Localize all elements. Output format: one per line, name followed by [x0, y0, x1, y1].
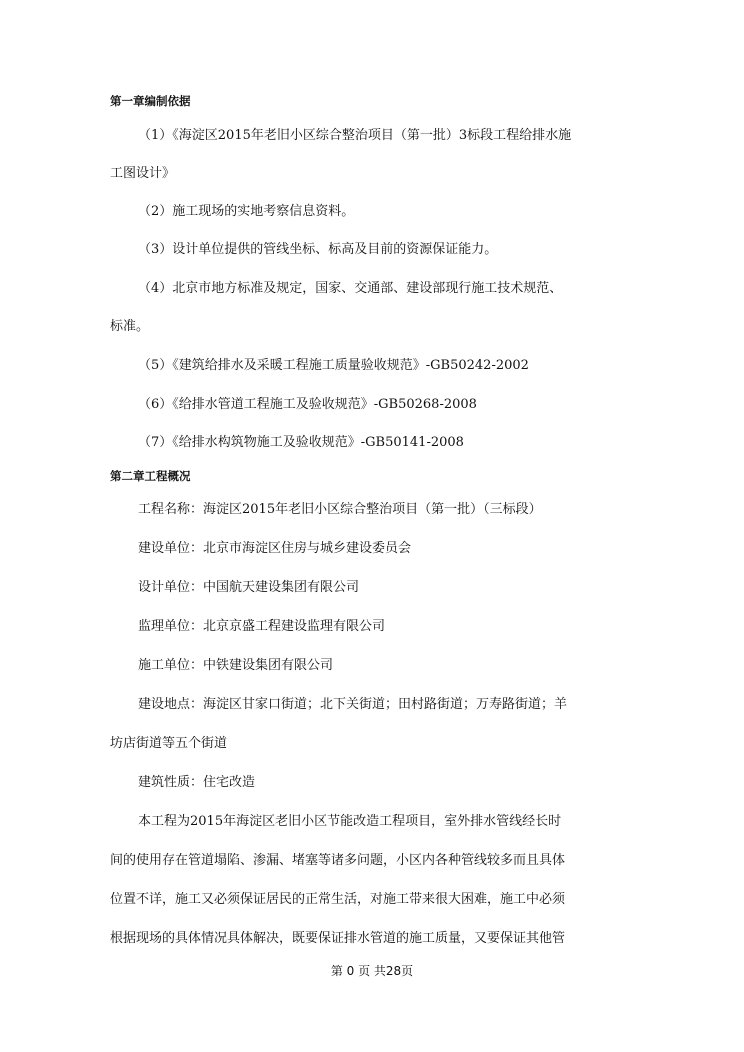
chapter2-title: 第二章工程概况	[110, 469, 191, 483]
chapter1-item-5: （5）《建筑给排水及采暖工程施工质量验收规范》-GB50242-2002	[138, 358, 529, 373]
builder-unit: 施工单位：中铁建设集团有限公司	[138, 658, 334, 673]
construction-location-cont: 坊店街道等五个街道	[110, 736, 228, 751]
chapter1-item-7: （7）《给排水构筑物施工及验收规范》-GB50141-2008	[138, 435, 464, 450]
chapter1-item-4-cont: 标准。	[110, 319, 150, 334]
building-nature: 建筑性质：住宅改造	[138, 775, 256, 790]
chapter1-item-3: （3）设计单位提供的管线坐标、标高及目前的资源保证能力。	[138, 242, 498, 257]
overview-paragraph-line: 位置不详，施工又必须保证居民的正常生活，对施工带来很大困难，施工中必须	[110, 892, 566, 907]
chapter1-item-4: （4）北京市地方标准及规定，国家、交通部、建设部现行施工技术规范、	[138, 281, 563, 296]
page-number: 第 0 页 共28页	[330, 964, 414, 978]
construction-unit: 建设单位：北京市海淀区住房与城乡建设委员会	[138, 541, 412, 556]
construction-location: 建设地点：海淀区甘家口街道；北下关街道；田村路街道；万寿路街道；羊	[138, 697, 568, 712]
overview-paragraph-line: 根据现场的具体情况具体解决，既要保证排水管道的施工质量，又要保证其他管	[110, 931, 566, 946]
overview-paragraph-line: 本工程为2015年海淀区老旧小区节能改造工程项目，室外排水管线经长时	[138, 814, 562, 829]
chapter1-item-2: （2）施工现场的实地考察信息资料。	[138, 204, 355, 219]
chapter1-item-1-cont: 工图设计》	[110, 166, 176, 181]
chapter1-item-6: （6）《给排水管道工程施工及验收规范》-GB50268-2008	[138, 397, 477, 412]
overview-paragraph-line: 间的使用存在管道塌陷、渗漏、堵塞等诸多问题，小区内各种管线较多而且具体	[110, 853, 566, 868]
design-unit: 设计单位：中国航天建设集团有限公司	[138, 580, 360, 595]
chapter1-item-1: （1）《海淀区2015年老旧小区综合整治项目（第一批）3标段工程给排水施	[138, 128, 572, 143]
chapter1-title: 第一章编制依据	[110, 94, 191, 108]
project-name: 工程名称：海淀区2015年老旧小区综合整治项目（第一批）（三标段）	[138, 502, 542, 517]
supervision-unit: 监理单位：北京京盛工程建设监理有限公司	[138, 619, 386, 634]
